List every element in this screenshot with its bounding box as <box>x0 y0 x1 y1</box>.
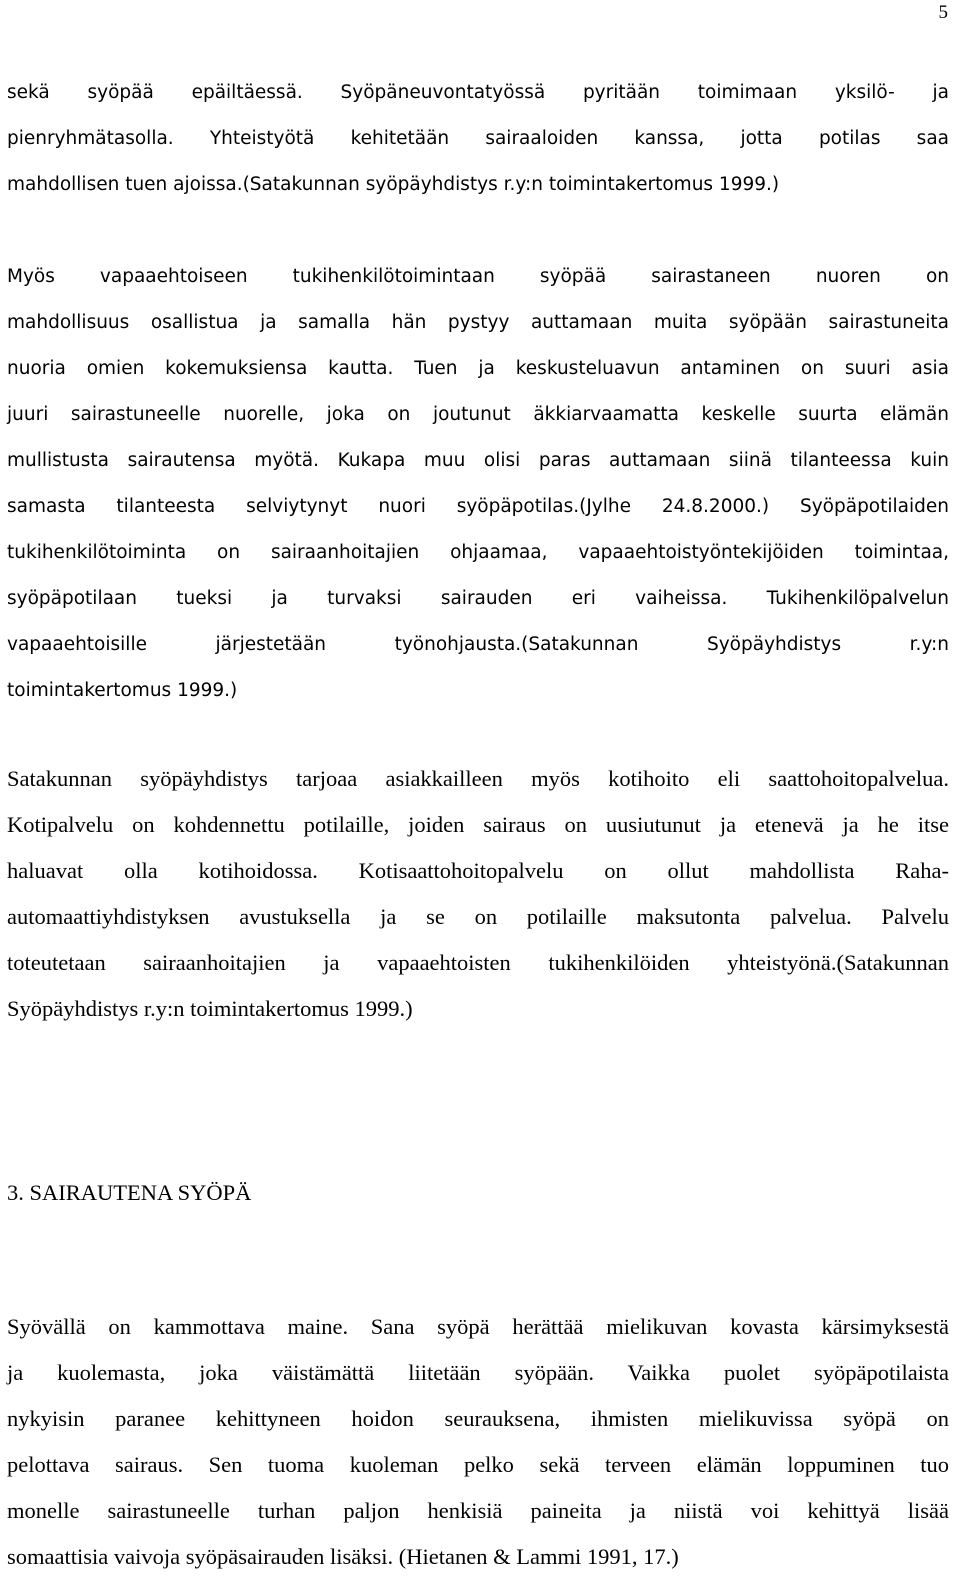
text-line: pienryhmätasolla. Yhteistyötä kehitetään sairaaloiden kanssa, jotta potilas saa <box>7 128 949 149</box>
text-line: Syövällä on kammottava maine. Sana syöpä herättää mielikuvan kovasta kärsimyksestä <box>7 1314 949 1339</box>
text-line: toteutetaan sairaanhoitajien ja vapaaehtoisten tukihenkilöiden yhteistyönä.(Satakunnan <box>7 950 949 975</box>
text-line: Myös vapaaehtoiseen tukihenkilötoimintaan syöpää sairastaneen nuoren on <box>7 266 949 287</box>
text-line: samasta tilanteesta selviytynyt nuori syöpäpotilas.(Jylhe 24.8.2000.) Syöpäpotilaiden <box>7 496 949 517</box>
text-line: pelottava sairaus. Sen tuoma kuoleman pelko sekä terveen elämän loppuminen tuo <box>7 1452 949 1477</box>
text-line: nykyisin paranee kehittyneen hoidon seurauksena, ihmisten mielikuvissa syöpä on <box>7 1406 949 1431</box>
text-line: haluavat olla kotihoidossa. Kotisaattohoitopalvelu on ollut mahdollista Raha- <box>7 858 949 883</box>
text-line: nuoria omien kokemuksiensa kautta. Tuen ja keskusteluavun antaminen on suuri asia <box>7 358 949 379</box>
text-line: mahdollisuus osallistua ja samalla hän pystyy auttamaan muita syöpään sairastuneita <box>7 312 949 333</box>
text-line: vapaaehtoisille järjestetään työnohjausta.(Satakunnan Syöpäyhdistys r.y:n <box>7 634 949 655</box>
text-line: toimintakertomus 1999.) <box>7 680 238 701</box>
text-line: mahdollisen tuen ajoissa.(Satakunnan syöpäyhdistys r.y:n toimintakertomus 1999.) <box>7 174 780 195</box>
text-line: Kotipalvelu on kohdennettu potilaille, joiden sairaus on uusiutunut ja etenevä ja he itse <box>7 812 949 837</box>
text-line: juuri sairastuneelle nuorelle, joka on joutunut äkkiarvaamatta keskelle suurta elämän <box>7 404 949 425</box>
page-number: 5 <box>938 2 948 23</box>
text-line: ja kuolemasta, joka väistämättä liitetään syöpään. Vaikka puolet syöpäpotilaista <box>7 1360 949 1385</box>
text-line: tukihenkilötoiminta on sairaanhoitajien ohjaamaa, vapaaehtoistyöntekijöiden toimintaa, <box>7 542 949 563</box>
section-heading: 3. SAIRAUTENA SYÖPÄ <box>7 1180 252 1205</box>
text-line: somaattisia vaivoja syöpäsairauden lisäksi. (Hietanen & Lammi 1991, 17.) <box>7 1544 679 1569</box>
text-line: syöpäpotilaan tueksi ja turvaksi sairauden eri vaiheissa. Tukihenkilöpalvelun <box>7 588 949 609</box>
text-line: Satakunnan syöpäyhdistys tarjoaa asiakkailleen myös kotihoito eli saattohoitopalvelua. <box>7 766 949 791</box>
text-line: sekä syöpää epäiltäessä. Syöpäneuvontatyössä pyritään toimimaan yksilö- ja <box>7 82 949 103</box>
text-line: automaattiyhdistyksen avustuksella ja se on potilaille maksutonta palvelua. Palvelu <box>7 904 949 929</box>
text-line: monelle sairastuneelle turhan paljon henkisiä paineita ja niistä voi kehittyä lisää <box>7 1498 949 1523</box>
text-line: Syöpäyhdistys r.y:n toimintakertomus 1999.) <box>7 996 413 1021</box>
text-line: mullistusta sairautensa myötä. Kukapa muu olisi paras auttamaan siinä tilanteessa kuin <box>7 450 949 471</box>
